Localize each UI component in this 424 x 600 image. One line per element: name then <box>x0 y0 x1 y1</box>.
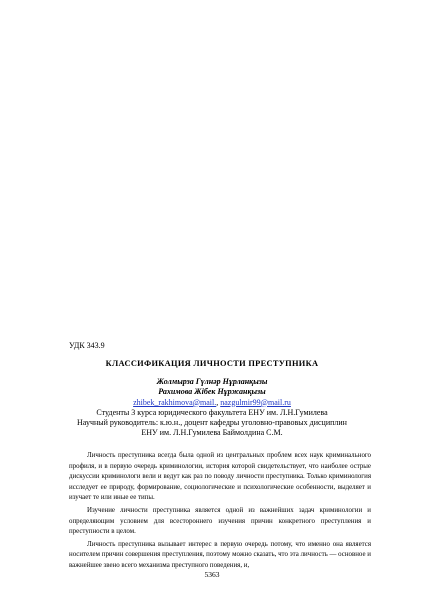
email-link-2[interactable]: nazgulmir99@mail.ru <box>220 397 291 407</box>
advisor-line-1: Научный руководитель: к.ю.н., доцент кафедры уголовно-правовых дисциплин <box>77 418 347 428</box>
author-name-1: Жолмырза Гүлнәр Нұрланқызы <box>156 377 268 386</box>
article-title: КЛАССИФИКАЦИЯ ЛИЧНОСТИ ПРЕСТУПНИКА <box>105 359 319 368</box>
page-number: 5363 <box>204 570 220 579</box>
author-block <box>0 377 424 439</box>
paragraph: Личность преступника вызывает интерес в первую очередь потому, что именно она является носителем причин совершения преступления, поэтому можно сказать, что эта личность — основное и важнейшее звено всего механизма преступного поведения, и, <box>69 540 371 569</box>
email-line: zhibek_rakhimova@mail., nazgulmir99@mail.ru <box>133 397 291 407</box>
affiliation: Студенты 3 курса юридического факультета ЕНУ им. Л.Н.Гумилева <box>96 407 328 417</box>
udk-code: УДК 343.9 <box>69 341 105 350</box>
email-link-1[interactable]: zhibek_rakhimova@mail. <box>133 397 217 407</box>
article-body <box>69 451 371 574</box>
advisor-line-2: ЕНУ им. Л.Н.Гумилева Баймолдина С.М. <box>141 428 283 438</box>
paragraph: Личность преступника всегда была одной из центральных проблем всех наук криминального профиля, и в первую очередь криминологии, история которой свидетельствует, что наиболее острые дискуссии криминологи вели и ведут как раз по поводу личности преступника. Только криминология исследует ее природу, формирование, социологические и психологические особенности, выделяет и изучает те или иные ее типы. <box>69 452 371 502</box>
author-name-2: Рахимова Жібек Нұржанқызы <box>158 387 266 397</box>
paragraph: Изучение личности преступника является одной из важнейших задач криминологии и определяющим условием для всестороннего изучения причин конкретного преступления и преступности в целом. <box>69 506 371 536</box>
